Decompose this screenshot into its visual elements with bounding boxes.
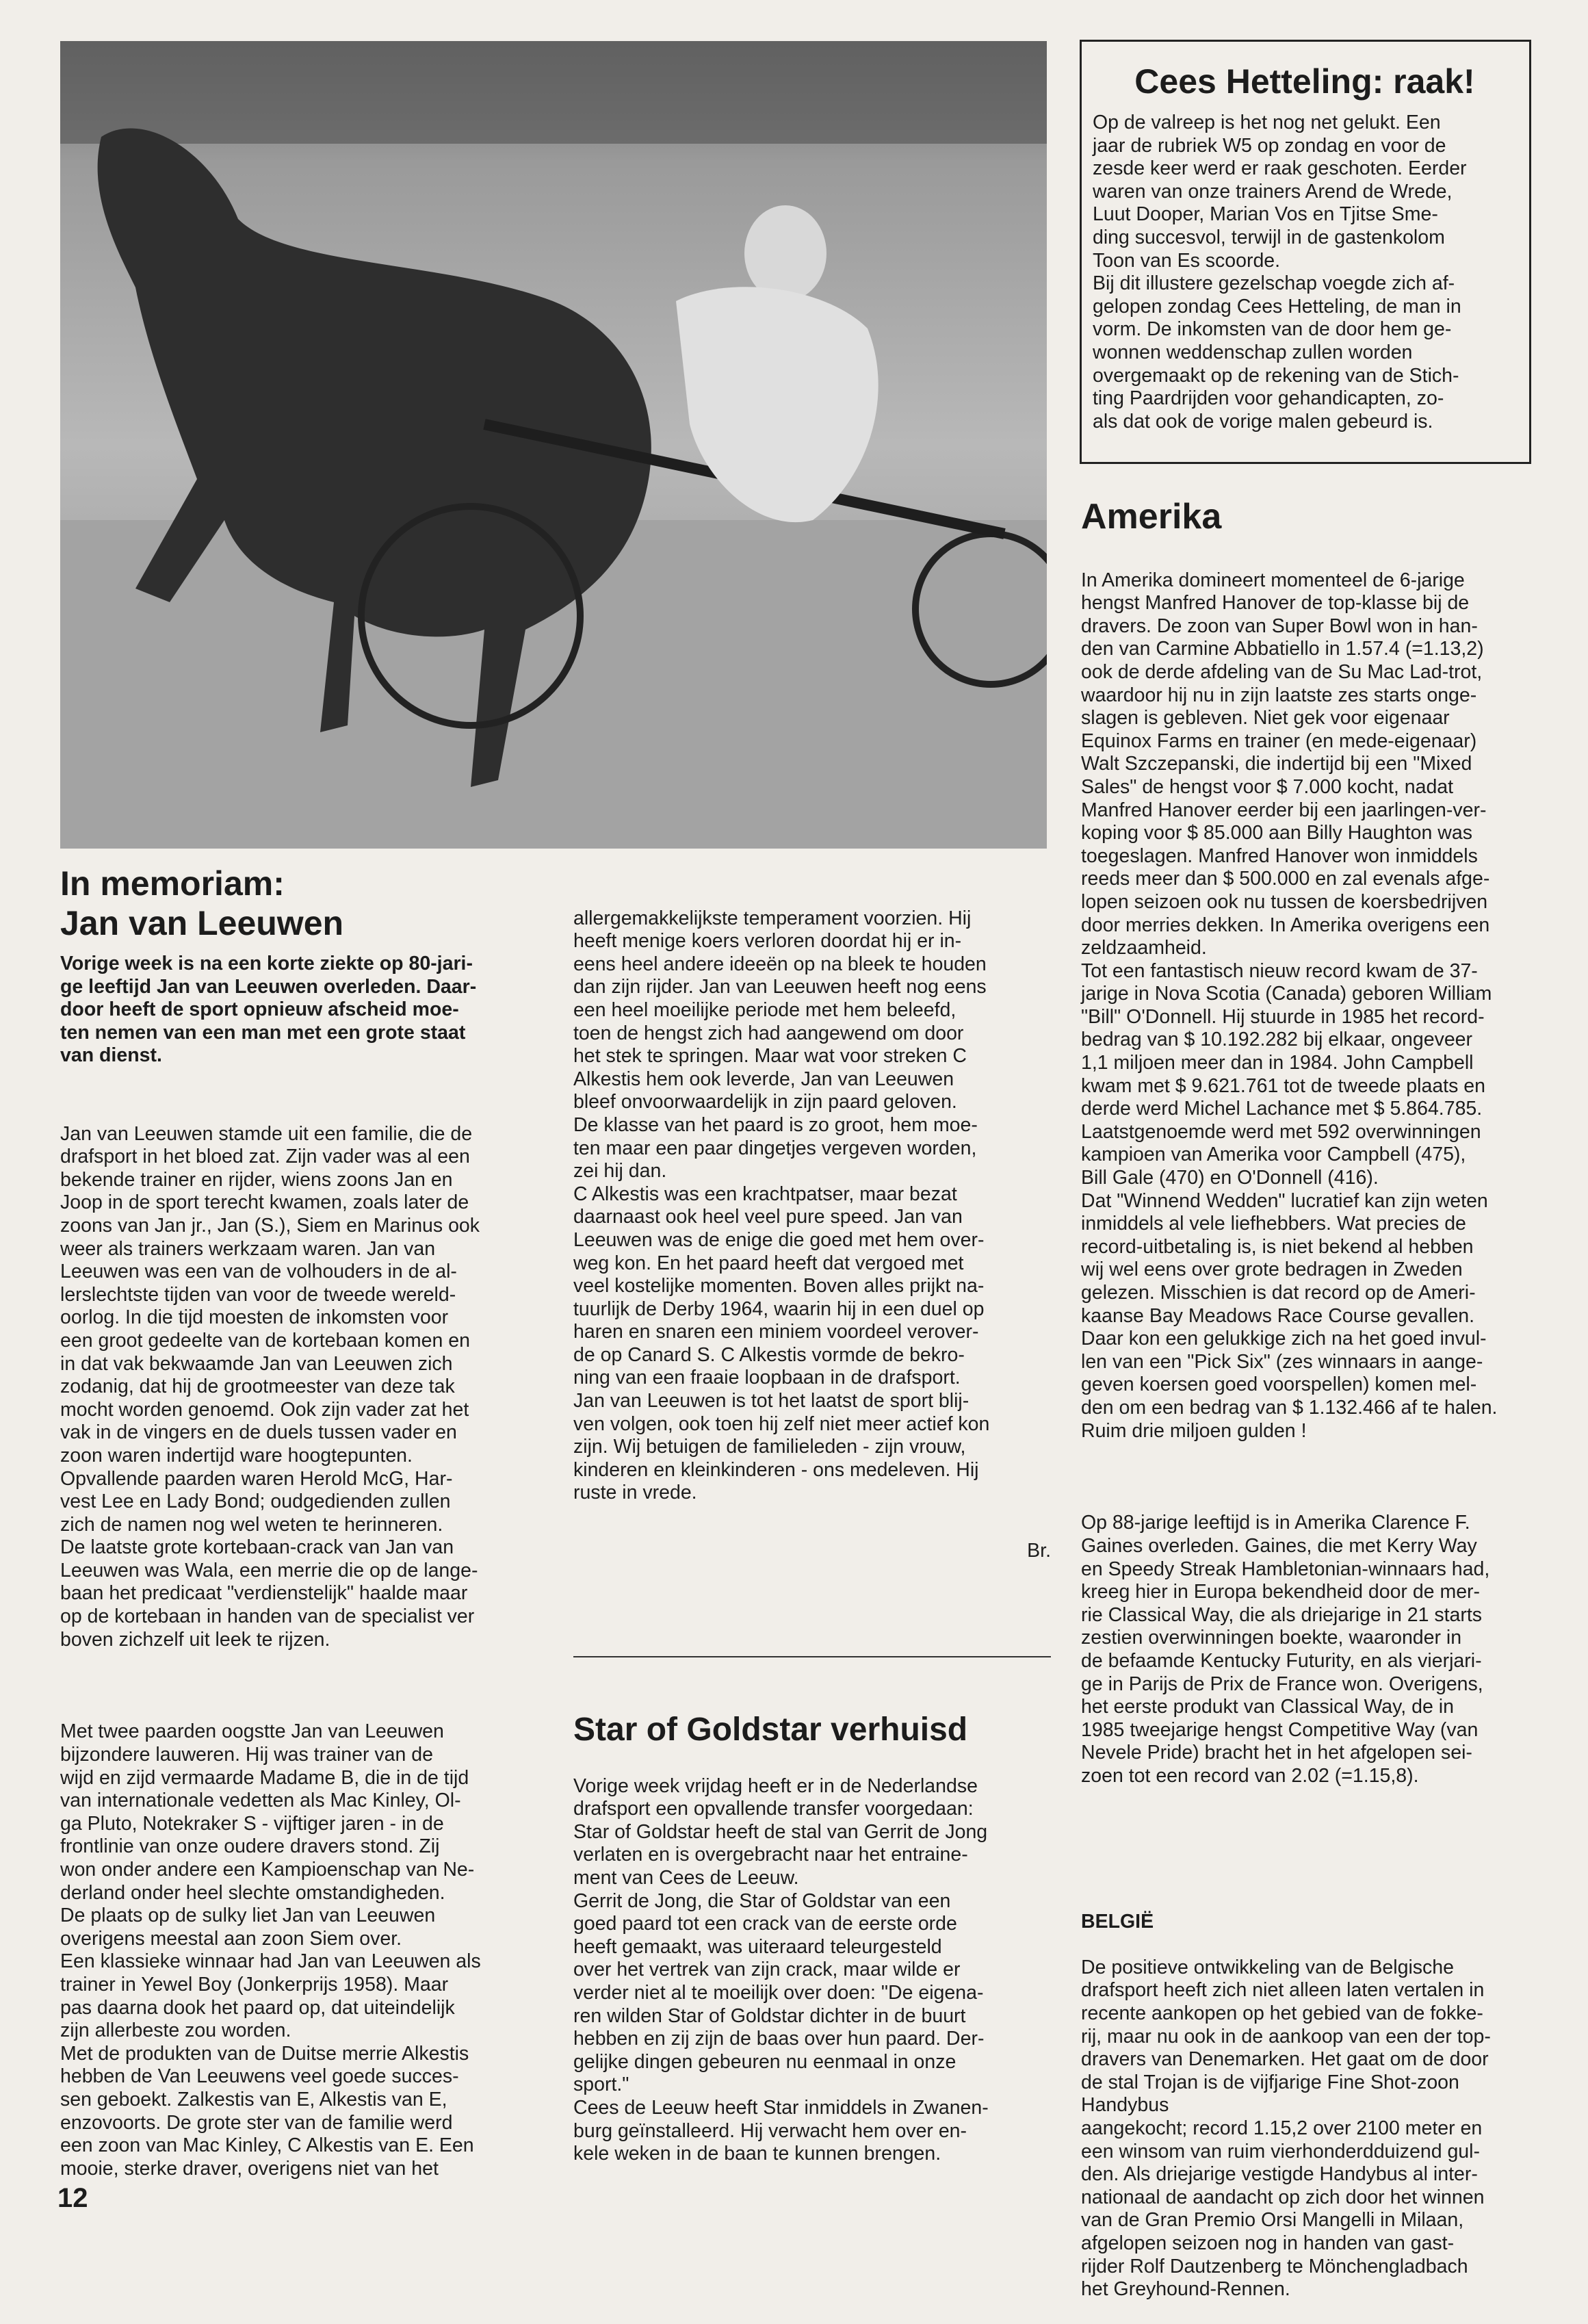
harness-racing-image [60,41,1047,849]
memoriam-paragraph-2: Met twee paarden oogstte Jan van Leeuwen bijzondere lauweren. Hij was trainer van de wijd en zijd vermaarde Madame B, die in de tijd van internationale vedetten als Mac Kinley, Ol- ga Pluto, Notekraker S - vijftiger jaren - in de frontlinie van onze oudere dravers stond. Zij won onder andere een Kampioenschap van Ne- derland onder heel slechte omstandigheden. De plaats op de sulky liet Jan van Leeuwen overigens meestal aan zoon Siem over. Een klassieke winnaar had Jan van Leeuwen als trainer in Yewel Boy (Jonkerprijs 1958). Maar pas daarna dook het paard op, dat uiteindelijk zijn allerbeste zou worden. Met de produkten van de Duitse merrie Alkestis hebben de Van Leeuwens veel goede succes- sen geboekt. Zalkestis van E, Alkestis van E, enzovoorts. De grote ster van de familie werd een zoon van Mac Kinley, C Alkestis van E. Een mooie, sterke draver, overigens niet van het [60,1720,481,2180]
belgie-text: De positieve ontwikkeling van de Belgische drafsport heeft zich niet alleen laten vertalen in recente aankopen op het gebied van de fokke- rij, maar nu ook in de aankoop van een der top- dravers van Denemarken. Het gaat om de door de stal Trojan is de vijfjarige Fine Shot-zoon Handybus aangekocht; record 1.15,2 over 2100 meter en een winsom van ruim vierhonderdduizend gul- den. Als driejarige vestigde Handybus al inter- nationaal de aandacht op zich door het winnen van de Gran Premio Orsi Mangelli in Milaan, afgelopen seizoen nog in handen van gast- rijder Rolf Dautzenberg te Mönchengladbach het Greyhound-Rennen. [1081,1956,1491,2301]
star-article [573,1752,1051,2189]
memoriam-column-2 [573,884,1051,1528]
amerika-article [1081,546,1546,1811]
belgie-article [1081,1887,1546,2324]
hetteling-heading: Cees Hetteling: raak! [1134,62,1475,101]
hetteling-box [1080,40,1531,464]
memoriam-paragraph-3: allergemakkelijkste temperament voorzien. Hij heeft menige koers verloren doordat hij er in- eens heel andere ideeën op na bleek te houden dan zijn rijder. Jan van Leeuwen heeft nog eens een heel moeilijke periode met hem beleefd, toen de hengst zich had aangewend om door het stek te springen. Maar wat voor streken C Alkestis hem ook leverde, Jan van Leeuwen bleef onvoorwaardelijk in zijn paard geloven. De klasse van het paard is zo groot, hem moe- ten maar een paar dingetjes vergeven worden, zei hij dan. C Alkestis was een krachtpatser, maar bezat daarnaast ook heel veel pure speed. Jan van Leeuwen was de enige die goed met hem over- weg kon. En het paard heeft dat vergoed met veel kostelijke momenten. Boven alles prijkt na- tuurlijk de Derby 1964, waarin hij in een duel op haren en snaren een miniem voordeel verover- de op Canard S. C Alkestis vormde de bekro- ning van een fraaie loopbaan in de drafsport. Jan van Leeuwen is tot het laatst de sport blij- ven volgen, ook toen hij zelf niet meer actief kon zijn. Wij betuigen de familieleden - zijn vrouw, kinderen en kleinkinderen - ons medeleven. Hij ruste in vrede. [573,907,990,1504]
race-photo [60,41,1047,849]
amerika-heading: Amerika [1081,497,1222,537]
amerika-paragraph-1: In Amerika domineert momenteel de 6-jarige hengst Manfred Hanover de top-klasse bij de dravers. De zoon van Super Bowl won in han- den van Carmine Abbatiello in 1.57.4 (=1.13,2) ook de derde afdeling van de Su Mac Lad-trot, waardoor hij nu in zijn laatste zes starts onge- slagen is gebleven. Niet gek voor eigenaar Equinox Farms en trainer (en mede-eigenaar) Walt Szczepanski, die indertijd bij een "Mixed Sales" de hengst voor $ 7.000 kocht, nadat Manfred Hanover eerder bij een jaarlingen-ver- koping voor $ 85.000 aan Billy Haughton was toegeslagen. Manfred Hanover won inmiddels reeds meer dan $ 500.000 en zal evenals afge- lopen seizoen ook nu tussen de koersbedrijven door merries dekken. In Amerika overigens een zeldzaamheid. Tot een fantastisch nieuw record kwam de 37- jarige in Nova Scotia (Canada) geboren William "Bill" O'Donnell. Hij stuurde in 1985 het record- bedrag van $ 10.192.282 bij elkaar, ongeveer 1,1 miljoen meer dan in 1984. John Campbell kwam met $ 9.621.761 tot de tweede plaats en derde werd Michel Lachance met $ 5.864.785. Laatstgenoemde werd met 592 overwinningen kampioen van Amerika voor Campbell (475), Bill Gale (470) en O'Donnell (416). Dat "Winnend Wedden" lucratief kan zijn weten inmiddels al vele liefhebbers. Wat precies de record-uitbetaling is, is niet bekend al hebben wij wel eens over grote bedragen in Zweden gelezen. Misschien is dat record op de Ameri- kaanse Bay Meadows Race Course gevallen. Daar kon een gelukkige zich na het goed invul- len van een "Pick Six" (zes winnaars in aange- geven koersen goed voorspellen) komen mel- den om een bedrag van $ 1.132.466 af te halen. Ruim drie miljoen gulden ! [1081,569,1498,1442]
amerika-paragraph-2: Op 88-jarige leeftijd is in Amerika Clarence F. Gaines overleden. Gaines, die met Kerry Way en Speedy Streak Hambletonian-winnaars had, kreeg hier in Europa bekendheid door de mer- rie Classical Way, die als driejarige in 21 starts zestien overwinningen boekte, waaronder in de befaamde Kentucky Futurity, en als vierjari- ge in Parijs de Prix de France won. Overigens, het eerste produkt van Classical Way, de in 1985 tweejarige hengst Competitive Way (van Nevele Pride) bracht het in het afgelopen sei- zoen tot een record van 2.02 (=1.15,8). [1081,1512,1490,1787]
memoriam-heading: In memoriam: Jan van Leeuwen [60,864,344,942]
belgie-heading: BELGIË [1081,1910,1154,1933]
star-text: Vorige week vrijdag heeft er in de Nederlandse drafsport een opvallende transfer voorgedaan: Star of Goldstar heeft de stal van Gerrit de Jong verlaten en is overgebracht naar het entraine- ment van Cees de Leeuw. Gerrit de Jong, die Star of Goldstar van een goed paard tot een crack van de eerste orde heeft gemaakt, was uiteraard teleurgesteld over het vertrek van zijn crack, maar wilde er verder niet al te moeilijk over doen: "De eigena- ren wilden Star of Goldstar dichter in de buurt hebben en zij zijn de baas over hun paard. Der- gelijke dingen gebeuren nu eenmaal in onze sport." Cees de Leeuw heeft Star inmiddels in Zwanen- burg geïnstalleerd. Hij verwacht hem over en- kele weken in de baan te kunnen brengen. [573,1774,989,2165]
page-number: 12 [57,2183,88,2213]
hetteling-text: Op de valreep is het nog net gelukt. Een jaar de rubriek W5 op zondag en voor de zesde keer werd er raak geschoten. Eerder waren van onze trainers Arend de Wrede, Luut Dooper, Marian Vos en Tjitse Sme- ding succesvol, terwijl in de gastenkolom Toon van Es scoorde. Bij dit illustere gezelschap voegde zich af- gelopen zondag Cees Hetteling, de man in vorm. De inkomsten van de door hem ge- wonnen weddenschap zullen worden overgemaakt op de rekening van de Stich- ting Paardrijden voor gehandicapten, zo- als dat ook de vorige malen gebeurd is. [1093,112,1467,432]
memoriam-column-1 [60,1100,539,2204]
section-divider [573,1656,1051,1657]
memoriam-signature: Br. [1027,1540,1051,1562]
memoriam-lead: Vorige week is na een korte ziekte op 80-jari- ge leeftijd Jan van Leeuwen overleden. Daar- door heeft de sport opnieuw afscheid moe- ten nemen van een man met een grote staat van dienst. [60,953,477,1067]
star-heading: Star of Goldstar verhuisd [573,1712,968,1748]
memoriam-paragraph-1: Jan van Leeuwen stamde uit een familie, die de drafsport in het bloed zat. Zijn vader was al een bekende trainer en rijder, wiens zoons Jan en Joop in de sport terecht kwamen, zoals later de zoons van Jan jr., Jan (S.), Siem en Marinus ook weer als trainers werkzaam waren. Jan van Leeuwen was een van de volhouders in de al- lerslechtste tijden van voor de tweede wereld- oorlog. In die tijd moesten de inkomsten voor een groot gedeelte van de kortebaan komen en in dat vak bekwaamde Jan van Leeuwen zich zodanig, dat hij de grootmeester van deze tak mocht worden genoemd. Ook zijn vader zat het vak in de vingers en de duels tussen vader en zoon waren indertijd ware hoogtepunten. Opvallende paarden waren Herold McG, Har- vest Lee en Lady Bond; oudgedienden zullen zich de namen nog wel weten te herinneren. De laatste grote kortebaan-crack van Jan van Leeuwen was Wala, een merrie die op de lange- baan het predicaat "verdienstelijk" haalde maar op de kortebaan in handen van de specialist ver boven zichzelf uit leek te rijzen. [60,1122,480,1651]
